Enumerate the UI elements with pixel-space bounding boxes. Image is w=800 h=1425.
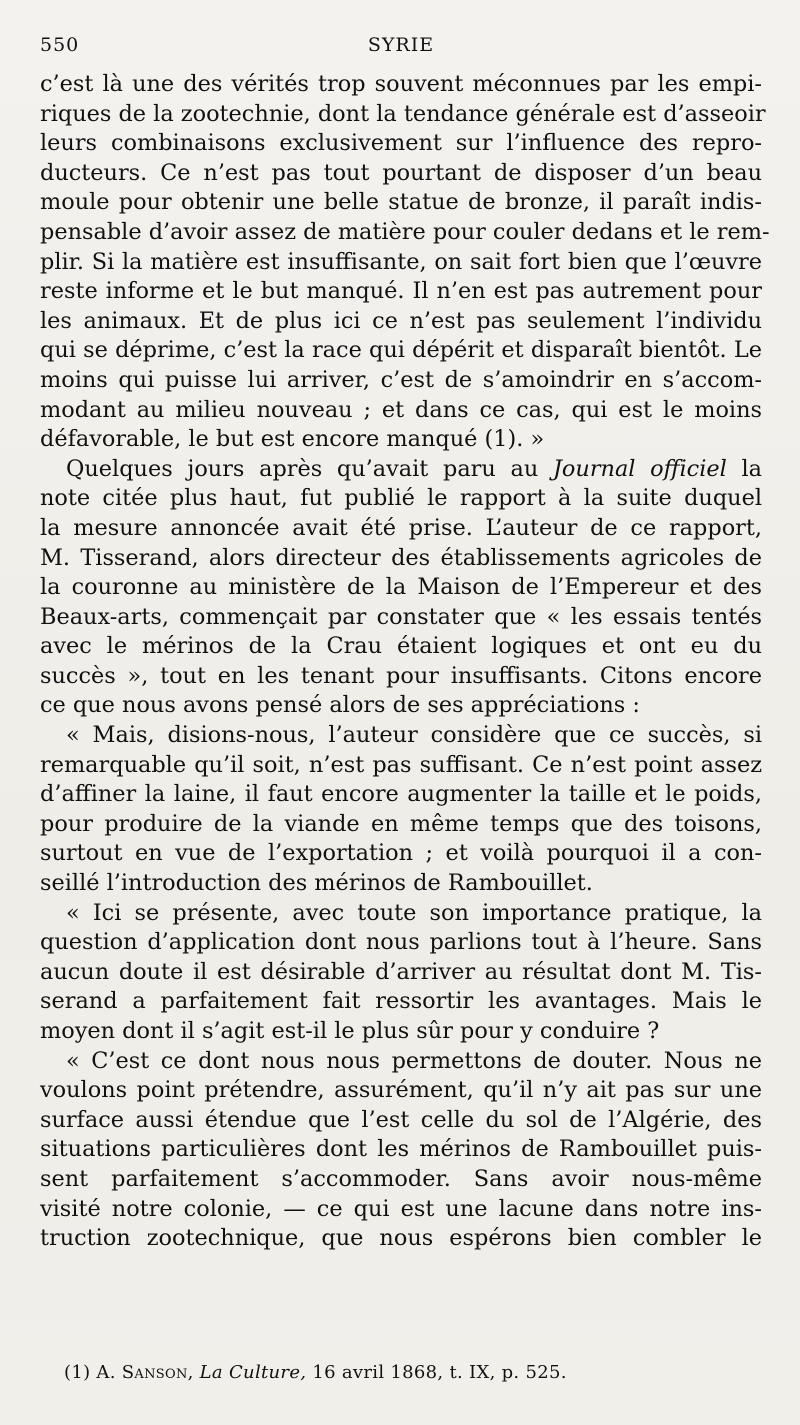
text-line: c’est là une des vérités trop souvent méconnues par les empi- (40, 71, 762, 97)
text-line: moins qui puisse lui arriver, c’est de s’amoindrir en s’accom- (40, 366, 762, 393)
text-line: truction zootechnique, que nous espérons bien combler le (40, 1225, 762, 1252)
text-line: note citée plus haut, fut publié le rapport à la suite duquel (40, 485, 762, 512)
text-line: ducteurs. Ce n’est pas tout pourtant de disposer d’un beau (40, 159, 762, 186)
text-line: « Ici se présente, avec toute son importance pratique, la (66, 899, 762, 926)
text-line: seillé l’introduction des mérinos de Rambouillet. (40, 870, 593, 897)
text-line: situations particulières dont les mérinos de Rambouillet puis- (40, 1136, 762, 1163)
footnote-author: Sanson, (121, 1362, 194, 1383)
body-text (40, 70, 770, 1254)
page-header (40, 30, 762, 62)
text-line: pour produire de la viande en même temps que des toisons, (40, 810, 762, 837)
text-line: qui se déprime, c’est la race qui dépérit et disparaît bientôt. Le (40, 337, 762, 364)
text-line: modant au milieu nouveau ; et dans ce cas, qui est le moins (40, 396, 762, 423)
text-line: surtout en vue de l’exportation ; et voilà pourquoi il a con- (40, 840, 762, 867)
text-line: moyen dont il s’agit est-il le plus sûr pour y conduire ? (40, 1018, 660, 1044)
journal-title: Journal officiel (552, 455, 727, 482)
text-line: les animaux. Et de plus ici ce n’est pas seulement l’individu (40, 307, 762, 334)
footnote-work: La Culture, (199, 1362, 307, 1383)
text-line: aucun doute il est désirable d’arriver au résultat dont M. Tis- (40, 958, 762, 985)
text-line: M. Tisserand, alors directeur des établissements agricoles de (40, 544, 762, 571)
text-line: plir. Si la matière est insuffisante, on sait fort bien que l’œuvre (40, 248, 762, 275)
text-line: Beaux-arts, commençait par constater que « les essais tentés (40, 603, 762, 630)
page-number: 550 (40, 34, 80, 56)
text-line: d’affiner la laine, il faut encore augmenter la taille et le poids, (40, 781, 762, 808)
text-line: surface aussi étendue que l’est celle du sol de l’Algérie, des (40, 1106, 762, 1133)
text-line: serand a parfaitement fait ressortir les avantages. Mais le (40, 988, 762, 1015)
text-line: succès », tout en les tenant pour insuffisants. Citons encore (40, 662, 762, 689)
text-line: « C’est ce dont nous nous permettons de douter. Nous ne (66, 1047, 762, 1074)
text-line: « Mais, disions-nous, l’auteur considère que ce succès, si (66, 722, 762, 749)
text-line: avec le mérinos de la Crau étaient logiques et ont eu du (40, 633, 762, 660)
text-line: remarquable qu’il soit, n’est pas suffisant. Ce n’est point assez (40, 751, 762, 778)
text-line: riques de la zootechnie, dont la tendance générale est d’asseoir (40, 100, 766, 127)
text-line: la mesure annoncée avait été prise. L’auteur de ce rapport, (40, 514, 762, 541)
text-line: Quelques jours après qu’avait paru au Journal officiel la (66, 455, 762, 482)
footnote (64, 1362, 567, 1383)
text-line: leurs combinaisons exclusivement sur l’influence des repro- (40, 130, 762, 157)
text-line: sent parfaitement s’accommoder. Sans avoir nous-même (40, 1165, 762, 1192)
running-head: SYRIE (367, 34, 435, 56)
text-line: reste informe et le but manqué. Il n’en est pas autrement pour (40, 278, 762, 305)
text-line: défavorable, le but est encore manqué (1). » (40, 426, 545, 453)
text-line: visité notre colonie, — ce qui est une lacune dans notre ins- (40, 1195, 762, 1222)
text-line: voulons point prétendre, assurément, qu’il n’y ait pas sur une (40, 1077, 762, 1104)
text-line: moule pour obtenir une belle statue de bronze, il paraît indis- (40, 189, 762, 216)
text-line: pensable d’avoir assez de matière pour couler dedans et le rem- (40, 218, 770, 245)
text-line: question d’application dont nous parlions tout à l’heure. Sans (40, 929, 762, 956)
text-line: la couronne au ministère de la Maison de l’Empereur et des (40, 574, 762, 601)
footnote-marker: (1) A. (64, 1362, 116, 1383)
text-line: ce que nous avons pensé alors de ses appréciations : (40, 692, 640, 719)
footnote-details: 16 avril 1868, t. IX, p. 525. (312, 1362, 567, 1383)
